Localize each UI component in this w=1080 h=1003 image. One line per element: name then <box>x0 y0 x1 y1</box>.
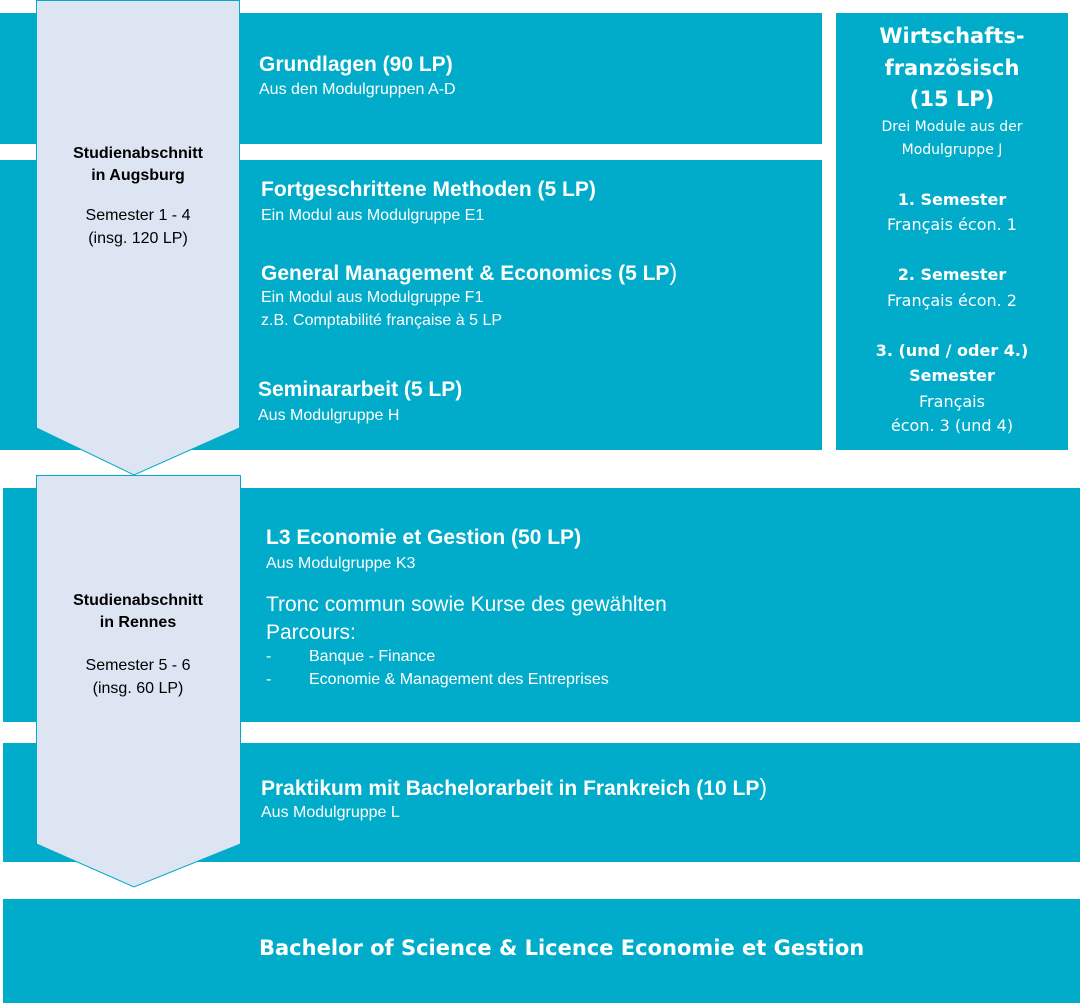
methoden-title: Fortgeschrittene Methoden (5 LP) <box>261 178 596 201</box>
l3-subtitle: Aus Modulgruppe K3 <box>266 555 416 572</box>
rennes-semester: Semester 5 - 6 <box>85 657 191 674</box>
praktikum-title-paren: ) <box>759 774 768 800</box>
rennes-title-line2: in Rennes <box>99 614 177 631</box>
grundlagen-subtitle: Aus den Modulgruppen A-D <box>259 81 456 98</box>
parcours-item-banque: Banque - Finance <box>309 648 436 665</box>
rennes-phase-label <box>37 590 239 700</box>
augsburg-phase-label <box>37 143 239 250</box>
general-management-title-text: General Management & Economics (5 LP <box>261 262 670 285</box>
seminararbeit-subtitle: Aus Modulgruppe H <box>258 407 400 424</box>
wf-desc1: Drei Module aus der <box>881 119 1023 135</box>
methoden-subtitle: Ein Modul aus Modulgruppe E1 <box>261 207 485 224</box>
wf-sem3-line1: 3. (und / oder 4.) <box>875 341 1029 360</box>
parcours-item-economie: Economie & Management des Entreprises <box>309 671 609 688</box>
bachelor-degree-label: Bachelor of Science & Licence Economie et Gestion <box>259 936 865 960</box>
wf-sem3-course1: Français <box>919 392 985 411</box>
grundlagen-title: Grundlagen (90 LP) <box>259 53 453 76</box>
wf-sem3-line2: Semester <box>909 366 995 385</box>
augsburg-title-line2: in Augsburg <box>91 167 185 184</box>
l3-tronc-line1: Tronc commun sowie Kurse des gewählten <box>266 593 667 616</box>
parcours-item-dash-2: - <box>266 671 272 688</box>
parcours-item-dash-1: - <box>266 648 272 665</box>
rennes-credits: (insg. 60 LP) <box>92 680 184 697</box>
general-management-subtitle1: Ein Modul aus Modulgruppe F1 <box>261 289 484 306</box>
wf-sem2-course: Français écon. 2 <box>887 291 1017 310</box>
general-management-title-paren: ) <box>669 259 678 285</box>
praktikum-subtitle: Aus Modulgruppe L <box>261 804 400 821</box>
augsburg-credits: (insg. 120 LP) <box>88 230 188 247</box>
wf-title2: französisch <box>884 56 1020 80</box>
l3-tronc-line2: Parcours: <box>266 621 356 644</box>
seminararbeit-title: Seminararbeit (5 LP) <box>258 378 463 401</box>
wf-title1: Wirtschafts- <box>879 24 1025 48</box>
general-management-subtitle2: z.B. Comptabilité française à 5 LP <box>261 312 503 329</box>
wf-sem1: 1. Semester <box>897 190 1007 209</box>
wf-title3: (15 LP) <box>909 87 995 111</box>
l3-title: L3 Economie et Gestion (50 LP) <box>266 526 582 549</box>
wf-sem2: 2. Semester <box>897 265 1007 284</box>
augsburg-semester: Semester 1 - 4 <box>85 207 191 224</box>
general-management-title <box>261 259 677 286</box>
wf-sem3-course2: écon. 3 (und 4) <box>890 416 1014 435</box>
rennes-title-line1: Studienabschnitt <box>73 592 203 609</box>
wf-desc2: Modulgruppe J <box>901 142 1003 158</box>
praktikum-title <box>261 774 767 801</box>
wf-sem1-course: Français écon. 1 <box>887 215 1017 234</box>
augsburg-title-line1: Studienabschnitt <box>73 145 203 162</box>
praktikum-title-text: Praktikum mit Bachelorarbeit in Frankreich (10 LP <box>261 777 760 800</box>
